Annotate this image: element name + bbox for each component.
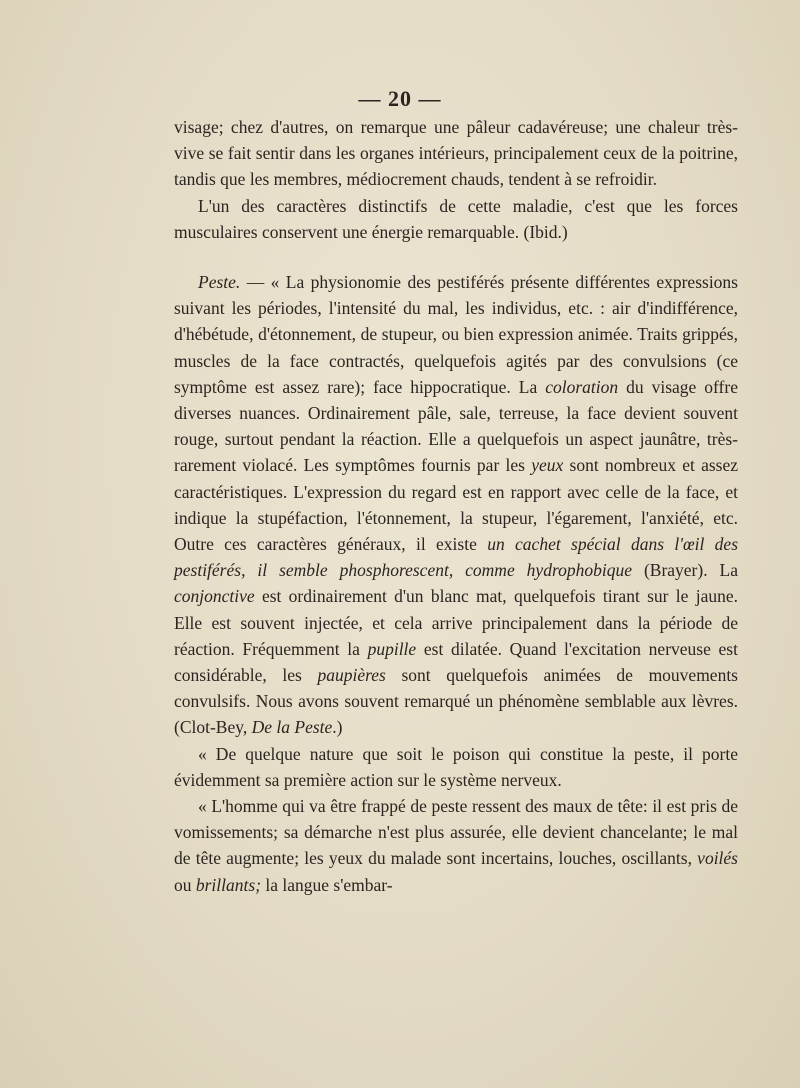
- italic-pupille: pupille: [367, 638, 417, 659]
- italic-de-la-peste: De la Peste: [251, 717, 333, 738]
- section-gap: [174, 245, 738, 269]
- paragraph-continuation: visage; chez d'autres, on remarque une pâleur cadavéreuse; une chaleur très-vive se fait sentir dans les organes intérieurs, principalement ceux de la poitrine, tandis que les membres, médiocrement chauds, tendent à se refroidir.: [174, 117, 738, 190]
- paragraph-forces: L'un des caractères distinctifs de cette maladie, c'est que les forces musculaires conservent une énergie remarquable. (Ibid.): [174, 195, 738, 242]
- italic-conjonctive: conjonctive: [174, 586, 255, 607]
- italic-coloration: coloration: [545, 376, 619, 397]
- peste-text-g: sont quelquefois animées de mouvements convulsifs. Nous avons souvent remarqué un phénomène semblable aux lèvres. (Clot-Bey,: [174, 665, 738, 738]
- homme-text-c: la langue s'embar-: [261, 874, 393, 895]
- paragraph-poison: « De quelque nature que soit le poison qui constitue la peste, il porte évidemment sa première action sur le système nerveux.: [174, 743, 738, 790]
- italic-yeux: yeux: [531, 455, 564, 476]
- peste-text-b: du visage offre diverses nuances. Ordinairement pâle, sale, terreuse, la face devient souvent rouge, surtout pendant la réaction. Elle a quelquefois un aspect jaunâtre, très-rarement violacé. Les symptômes fournis par les: [174, 376, 738, 476]
- peste-text-d: (Brayer). La: [631, 560, 738, 581]
- homme-text-b: ou: [174, 874, 196, 895]
- peste-text-h: .): [332, 717, 343, 738]
- peste-text-a: — « La physionomie des pestiférés présente différentes expressions suivant les périodes, l'intensité du mal, les individus, etc. : air d'indifférence, d'hébétude, d'étonnement, de stupeur, ou bien expression animée. Traits grippés, muscles de la face contractés, quelquefois agités par des convulsions (ce symptôme est assez rare); face hippocratique. La: [174, 272, 738, 397]
- italic-brillants: brillants;: [195, 874, 262, 895]
- peste-text-c: sont nombreux et assez caractéristiques. L'expression du regard est en rapport avec celle de la face, et indique la stupéfaction, l'étonnement, la stupeur, l'égarement, l'anxiété, etc. Outre ces caractères généraux, il existe: [174, 455, 739, 555]
- italic-paupieres: paupières: [317, 665, 386, 686]
- peste-text-f: est dilatée. Quand l'excitation nerveuse est considérable, les: [174, 638, 738, 686]
- body-text: [174, 114, 738, 898]
- paragraph-peste: [174, 269, 738, 741]
- page-number: — 20 —: [358, 86, 442, 111]
- italic-voiles: voilés: [697, 848, 738, 869]
- paragraph-homme: [174, 793, 738, 898]
- peste-label: Peste.: [198, 272, 241, 293]
- homme-text-a: « L'homme qui va être frappé de peste ressent des maux de tête: il est pris de vomissements; sa démarche n'est plus assurée, elle devient chancelante; le mal de tête augmente; les yeux du malade sont incertains, louches, oscillants,: [174, 796, 738, 869]
- italic-cachet: un cachet spécial dans l'œil des pestiférés, il semble phosphorescent, comme hydrophobique: [174, 534, 739, 581]
- peste-text-e: est ordinairement d'un blanc mat, quelquefois tirant sur le jaune. Elle est souvent injectée, et cela arrive principalement dans la période de réaction. Fréquemment la: [174, 586, 738, 659]
